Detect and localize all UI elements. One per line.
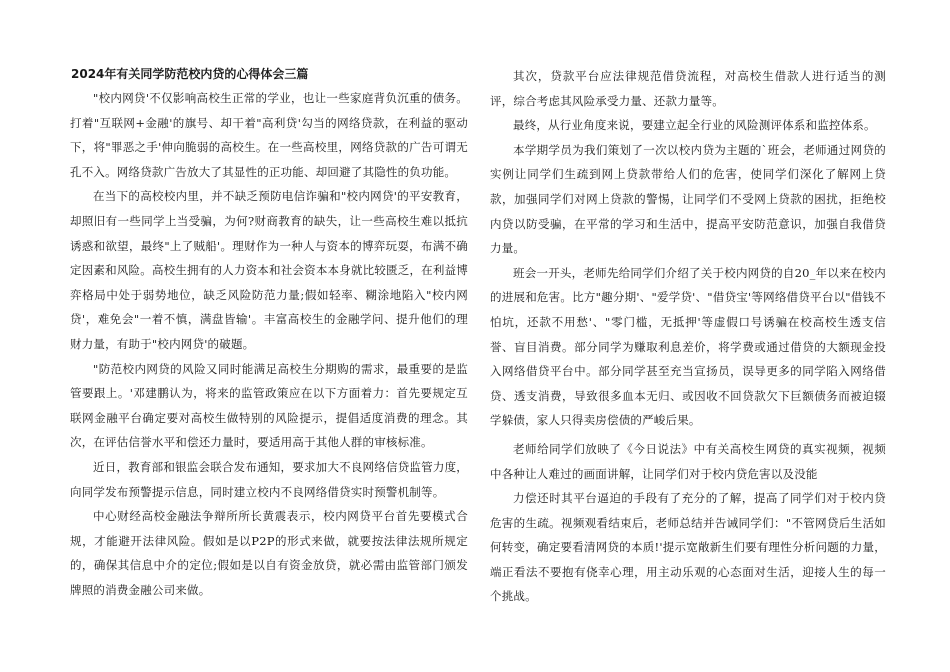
left-paragraph-5: 中心财经高校金融法争辩所所长黄震表示，校内网贷平台首先要模式合规，才能避开法律风险。假如是以P2P的形式来做，就要按法律法规所规定的，确保其信息中介的定位;假如是以自有资金放贷，就必需由监管部门颁发牌照的消费金融公司来做。: [70, 509, 468, 597]
left-column: [70, 62, 468, 602]
left-paragraph-2: 在当下的高校校内里，并不缺乏预防电信诈骗和"校内网贷'的平安教育，却照旧有一些同学上当受骗，为何?财商教育的缺失，让一些高校生难以抵抗诱惑和欲望，最终"上了贼船'。理财作为一种人与资本的博弈玩耍，布满不确定因素和风险。高校生拥有的人力资本和社会资本本身就比较匮乏，在利益博弈格局中处于弱势地位，缺乏风险防范力量;假如轻率、糊涂地陷入"校内网贷'，难免会"一着不慎，满盘皆输'。丰富高校生的金融学问、提升他们的理财力量，有助于"校内网贷'的破题。: [70, 189, 468, 351]
right-paragraph-6: 力偿还时其平台逼迫的手段有了充分的了解，提高了同学们对于校内贷危害的生疏。视频观看结束后，老师总结并告诫同学们："不管网贷后生活如何转变，确定要看清网贷的本质!'提示宽敞新生们要有理性分析问题的力量，端正看法不要抱有侥幸心理，用主动乐观的心态面对生活，迎接人生的每一个挑战。: [490, 491, 886, 604]
right-paragraph-3: 本学期学员为我们策划了一次以校内贷为主题的`班会，老师通过网贷的实例让同学们生疏到网上贷款带给人们的危害，使同学们深化了解网上贷款，加强同学们对网上贷款的警惕，让同学们不受网上贷款的困扰，拒绝校内贷以防受骗，在平常的学习和生活中，提高平安防范意识，加强自我借贷力量。: [490, 142, 886, 256]
document-title: 2024年有关同学防范校内贷的心得体会三篇: [71, 67, 309, 81]
right-paragraph-4: 班会一开头，老师先给同学们介绍了关于校内网贷的自20_年以来在校内的进展和危害。比方"趣分期'、"爱学贷'、"借贷宝'等网络借贷平台以"借钱不怕坑，还款不用愁'、"零门槛，无抵押'等虚假口号诱骗在校高校生透支信誉、盲目消费。部分同学为赚取利息差价，将学费或通过借贷的大额现金投入网络借贷平台中。部分同学甚至充当宣扬员，误导更多的同学陷入网络借贷、透支消费，导致很多血本无归、或因收不回贷款欠下巨额债务而被迫辍学躲债，家人只得卖房偿债的严峻后果。: [490, 265, 886, 428]
right-paragraph-2: 最终，从行业角度来说，要建立起全行业的风险测评体系和监控体系。: [513, 118, 876, 133]
left-paragraph-1: "校内网贷'不仅影响高校生正常的学业，也让一些家庭背负沉重的债务。打着"互联网+金融'的旗号、却干着"高利贷'勾当的网络贷款，在利益的驱动下，将"罪恶之手'伸向脆弱的高校生。在一些高校里，网络贷款的广告可谓无孔不入。网络贷款广告放大了其显性的正功能、却回避了其隐性的负功能。: [70, 91, 468, 179]
right-paragraph-1: 其次，贷款平台应法律规范借贷流程，对高校生借款人进行适当的测评，综合考虑其风险承受力量、还款力量等。: [490, 69, 886, 108]
right-paragraph-5: 老师给同学们放映了《今日说法》中有关高校生网贷的真实视频，视频中各种让人难过的画面讲解，让同学们对于校内贷危害以及没能: [490, 441, 886, 481]
right-column: [490, 64, 886, 609]
left-paragraph-3: "防范校内网贷的风险又同时能满足高校生分期购的需求，最重要的是监管要跟上。'邓建鹏认为，将来的监管政策应在以下方面着力：首先要规定互联网金融平台确定要对高校生做特别的风险提示，提倡适度消费的理念。其次，在评估信誉水平和偿还力量时，要适用高于其他人群的审核标准。: [70, 361, 468, 450]
left-paragraph-4: 近日，教育部和银监会联合发布通知，要求加大不良网络信贷监管力度，向同学发布预警提示信息，同时建立校内不良网络借贷实时预警机制等。: [70, 459, 468, 499]
